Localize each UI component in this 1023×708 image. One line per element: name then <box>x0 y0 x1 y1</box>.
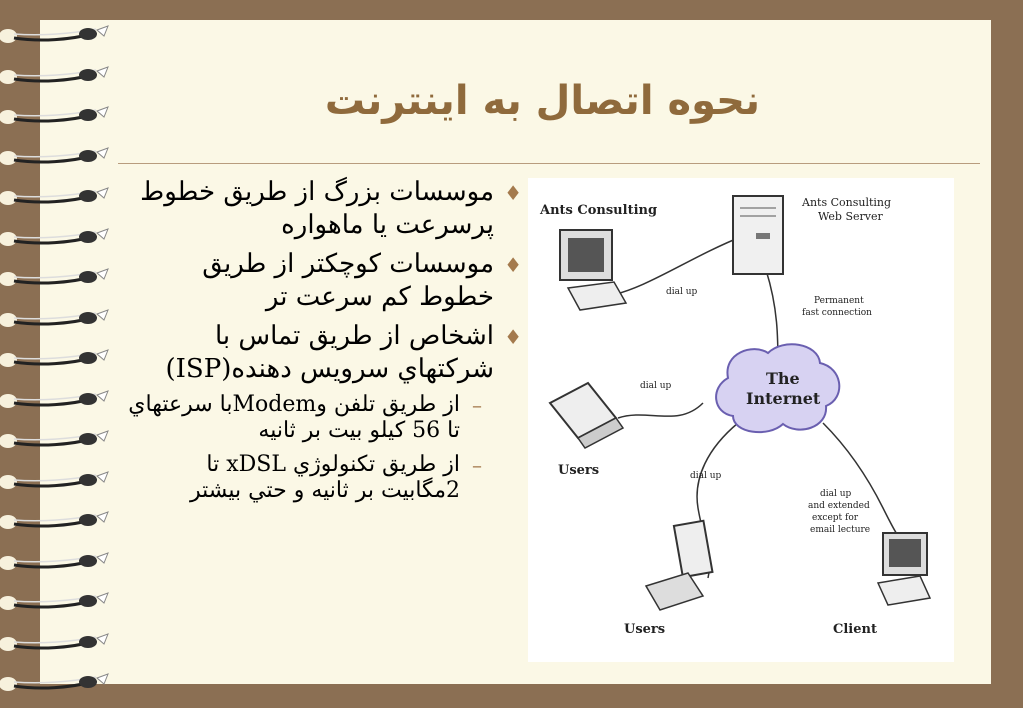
bullet-item <box>128 176 522 242</box>
binder-ring-icon <box>0 267 110 291</box>
permanent-connection-label: fast connection <box>802 308 872 318</box>
binder-ring-icon <box>0 551 110 575</box>
binder-ring-icon <box>0 672 110 696</box>
dial-up-label: dial up <box>690 471 722 481</box>
diamond-bullet-icon: ♦ <box>504 181 522 205</box>
cloud-label: The <box>766 369 800 388</box>
bullet-text: موسسات بزرگ از طريق خطوط پرسرعت يا ماهواره <box>140 177 494 240</box>
client-note: email lecture <box>810 525 871 535</box>
users-label: Users <box>624 622 666 637</box>
bullet-text: موسسات کوچکتر از طريق خطوط کم سرعت تر <box>202 249 494 312</box>
binder-ring-icon <box>0 389 110 413</box>
dash-bullet-icon: – <box>472 393 482 417</box>
sub-bullet-item <box>128 392 522 444</box>
binder-ring-icon <box>0 591 110 615</box>
binder-ring-icon <box>0 186 110 210</box>
binder-ring-icon <box>0 105 110 129</box>
dash-bullet-icon: – <box>472 453 482 477</box>
binder-ring-icon <box>0 470 110 494</box>
permanent-connection-label: Permanent <box>814 296 864 306</box>
bullet-text: اشخاص از طريق تماس با شرکتهاي سرويس دهنده(ISP) <box>165 321 494 384</box>
laptop-icon <box>550 383 623 448</box>
desktop-computer-icon <box>560 230 626 310</box>
users-label: Users <box>558 463 600 478</box>
server-label: Ants Consulting <box>802 196 892 209</box>
sub-bullet-text: از طريق تکنولوژي xDSL تا 2مگابيت بر ثانيه و حتي بيشتر <box>190 452 460 503</box>
client-computer-icon <box>878 533 930 605</box>
client-note: dial up <box>820 489 852 499</box>
dial-up-label: dial up <box>640 381 672 391</box>
binder-ring-icon <box>0 146 110 170</box>
title-divider <box>118 163 980 164</box>
server-tower-icon <box>733 196 783 274</box>
ants-consulting-label: Ants Consulting <box>540 203 658 218</box>
client-note: except for <box>812 513 859 523</box>
diamond-bullet-icon: ♦ <box>504 325 522 349</box>
slide-title: نحوه اتصال به اينترنت <box>324 78 760 124</box>
bullet-item <box>128 320 522 386</box>
binder-ring-icon <box>0 308 110 332</box>
workstation-icon <box>646 521 712 610</box>
client-label: Client <box>833 622 877 637</box>
bullet-list <box>128 176 522 512</box>
bullet-item <box>128 248 522 314</box>
binder-ring-icon <box>0 65 110 89</box>
binder-ring-icon <box>0 510 110 534</box>
binder-ring-icon <box>0 348 110 372</box>
cloud-label: Internet <box>746 389 821 408</box>
binder-ring-icon <box>0 429 110 453</box>
server-label: Web Server <box>818 210 883 223</box>
client-note: and extended <box>808 501 870 511</box>
dial-up-label: dial up <box>666 287 698 297</box>
internet-connection-diagram <box>528 178 954 662</box>
sub-bullet-item <box>128 452 522 504</box>
binder-ring-icon <box>0 24 110 48</box>
diamond-bullet-icon: ♦ <box>504 253 522 277</box>
binder-ring-icon <box>0 227 110 251</box>
sub-bullet-text: از طريق تلفن وModemبا سرعتهاي تا 56 کيلو بيت بر ثانيه <box>128 392 460 443</box>
link-line <box>618 403 703 418</box>
binder-ring-icon <box>0 632 110 656</box>
